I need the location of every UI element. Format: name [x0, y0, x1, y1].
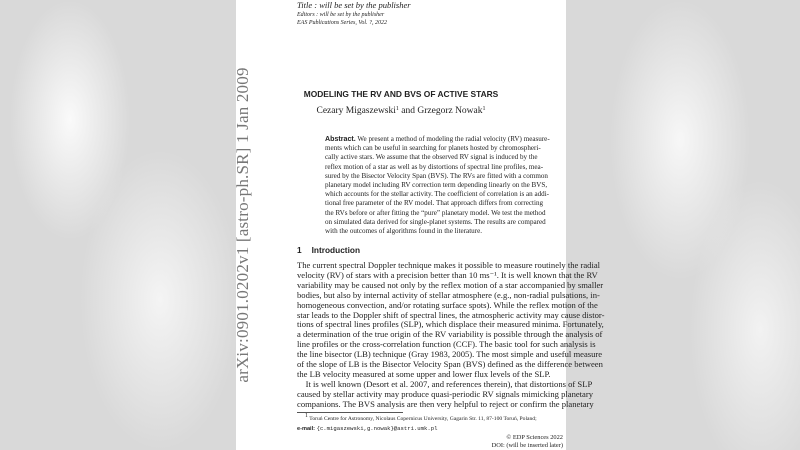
footnote-rule [297, 412, 403, 413]
intro-line: homogeneous convection, and/or rotating surface spots). While the reflex motion of the [297, 299, 598, 310]
abstract-line [325, 199, 544, 208]
intro-line: The current spectral Doppler technique makes it possible to measure routinely the radial [297, 260, 601, 270]
footnote [305, 413, 537, 423]
copyright: © EDP Sciences 2022 [506, 434, 563, 441]
author-1: Cezary Migaszewski [316, 106, 396, 116]
email-address: {c.migaszewski,g.nowak}@astri.umk.pl [316, 425, 438, 432]
intro-line: of the slope of LB is the Bisector Velocity Span (BVS) defined as the difference between [297, 359, 603, 369]
abstract-line-text: on simulated data derived for single-planet systems. The results are compared [325, 217, 546, 226]
abstract-line [325, 181, 548, 190]
abstract-line-text: ments which can be useful in searching for planets hosted by chromospheri- [325, 144, 541, 153]
abstract-line [325, 217, 546, 227]
email-label: e-mail: [297, 426, 317, 432]
abstract-line-text: planetary model including RV correction term depending linearly on the BVS, [325, 181, 548, 189]
arxiv-stamp: arXiv:0901.0202v1 [astro-ph.SR] 1 Jan 2009 [233, 67, 252, 383]
intro-line: a determination of the true origin of the RV variability is possible through the analysis of [297, 329, 603, 340]
section-title: Introduction [311, 245, 361, 255]
intro-line: the line bisector (LB) technique (Gray 1983, 2005). The most simple and useful measure [297, 349, 603, 360]
abstract-line [325, 190, 550, 199]
abstract-line [325, 227, 537, 236]
intro-line: star leads to the Doppler shift of spectral lines, the atmospheric activity may cause distor- [297, 309, 605, 320]
intro-line: line profiles or the cross-correlation function (CCF). The basic tool for such analysis is [297, 339, 596, 350]
author-2: and Grzegorz Nowak [398, 106, 483, 116]
section-heading [297, 245, 370, 255]
abstract-line-text: the RVs before or after fitting the “pure” planetary model. We test the method [325, 208, 546, 217]
intro-line: tions of spectral lines profiles (SLP), which displace their measured minima. Fortunately, [297, 319, 604, 330]
paper-title: MODELING THE RV AND BVS OF ACTIVE STARS [303, 89, 499, 99]
section-number: 1 [297, 245, 302, 255]
abstract-label: Abstract. [325, 135, 356, 143]
abstract-line-text: cally active stars. We assume that the observed RV signal is induced by the [325, 153, 538, 162]
footnote-mark: 1 [305, 413, 308, 419]
intro-line: variability may be caused not only by the reflex motion of a star accompanied by smaller [297, 279, 604, 290]
intro-line: bodies, but also by internal activity of stellar atmosphere (e.g., non-radial pulsations, in- [297, 289, 600, 300]
footnote-text: Toruń Centre for Astronomy, Nicolaus Copernicus University, Gagarin Str. 11, 87-100 Toruń, Poland; [308, 416, 537, 422]
abstract-line-text: reflex motion of a star as well as by distortions of spectral line profiles, mea- [325, 162, 544, 171]
doi: DOI: (will be inserted later) [491, 442, 563, 449]
intro-line: caused by stellar activity may produce quasi-periodic RV signals mimicking planetary [297, 388, 594, 399]
abstract-line-text: which accounts for the stellar activity. The coefficient of correlation is an addi- [325, 190, 550, 199]
abstract-line [325, 135, 550, 144]
abstract-line-text: We present a method of modeling the radial velocity (RV) measure- [355, 135, 550, 143]
header-editors-line: Editors : will be set by the publisher [297, 12, 385, 18]
intro-line: companions. The BVS analysis are then very helpful to reject or confirm the planetary [297, 398, 594, 409]
intro-line: the LB velocity measured at some upper and lower flux levels of the SLP. [297, 368, 551, 379]
affiliation-mark: 1 [482, 106, 486, 112]
abstract-line [325, 162, 544, 172]
intro-line: velocity (RV) of stars with a precision better than 10 ms⁻¹. It is well known that the RV [297, 269, 598, 280]
header-title-line: Title : will be set by the publisher [297, 0, 411, 10]
authors [236, 106, 566, 117]
intro-line: It is well known (Desort et al. 2007, and references therein), that distortions of SLP [297, 378, 593, 389]
affiliation-mark: 1 [395, 106, 399, 112]
abstract-line [325, 171, 548, 181]
abstract-line [325, 208, 546, 218]
abstract-line-text: with the outcomes of algorithms found in the literature. [325, 227, 483, 235]
footnote-email-line [297, 425, 437, 433]
header-series-line: EAS Publications Series, Vol. ?, 2022 [297, 20, 387, 26]
abstract-line [325, 144, 541, 153]
abstract-line [325, 153, 537, 162]
abstract-line-text: sured by the Bisector Velocity Span (BVS). The RVs are fitted with a common [325, 171, 548, 180]
abstract-line-text: tional free parameter of the RV model. That approach differs from correcting [325, 199, 544, 208]
